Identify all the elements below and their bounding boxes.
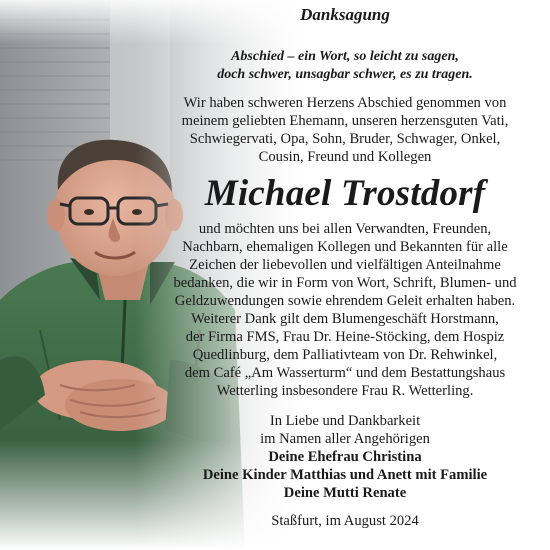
thanks-line-7: der Firma FMS, Frau Dr. Heine-Stöcking, dem Hospiz: [185, 329, 505, 345]
intro-line-3: Schwiegervati, Opa, Sohn, Bruder, Schwager, Onkel,: [189, 131, 501, 147]
thanks-line-6: Weiterer Dank gilt dem Blumengeschäft Horstmann,: [191, 311, 499, 327]
heading: Danksagung: [300, 5, 390, 24]
closing-line-1: In Liebe und Dankbarkeit: [269, 413, 421, 429]
motto-line-1: Abschied – ein Wort, so leicht zu sagen,: [231, 49, 459, 64]
thanks-line-8: Quedlinburg, dem Palliativteam von Dr. Rehwinkel,: [192, 347, 498, 363]
thanks-line-9: dem Café „Am Wasserturm“ und dem Bestattungshaus: [184, 365, 506, 381]
deceased-name: Michael Trostdorf: [204, 173, 486, 214]
closing-line-2: im Namen aller Angehörigen: [260, 431, 430, 447]
intro-line-1: Wir haben schweren Herzens Abschied genommen von: [183, 95, 507, 111]
family-line-3: Deine Mutti Renate: [283, 485, 407, 501]
place-date: Staßfurt, im August 2024: [271, 513, 419, 529]
family-line-2: Deine Kinder Matthias und Anett mit Familie: [202, 467, 488, 483]
intro-line-4: Cousin, Freund und Kollegen: [258, 149, 432, 165]
thanks-line-4: bedanken, die wir in Form von Wort, Schrift, Blumen- und: [173, 275, 517, 291]
thanks-line-3: Zeichen der liebevollen und vielfältigen Anteilnahme: [189, 257, 501, 273]
family-line-1: Deine Ehefrau Christina: [268, 449, 422, 465]
thanks-line-2: Nachbarn, ehemaligen Kollegen und Bekannten für alle: [182, 239, 508, 255]
text-column: [140, 0, 550, 550]
intro-line-2: meinem geliebten Ehemann, unseren herzensguten Vati,: [181, 113, 509, 129]
motto-line-2: doch schwer, unsagbar schwer, es zu tragen.: [217, 67, 473, 82]
thanks-line-10: Wetterling insbesondere Frau R. Wetterling.: [216, 383, 474, 399]
thanks-line-5: Geldzuwendungen sowie ehrendem Geleit erhalten haben.: [174, 293, 516, 309]
thanks-line-1: und möchten uns bei allen Verwandten, Freunden,: [198, 221, 492, 237]
